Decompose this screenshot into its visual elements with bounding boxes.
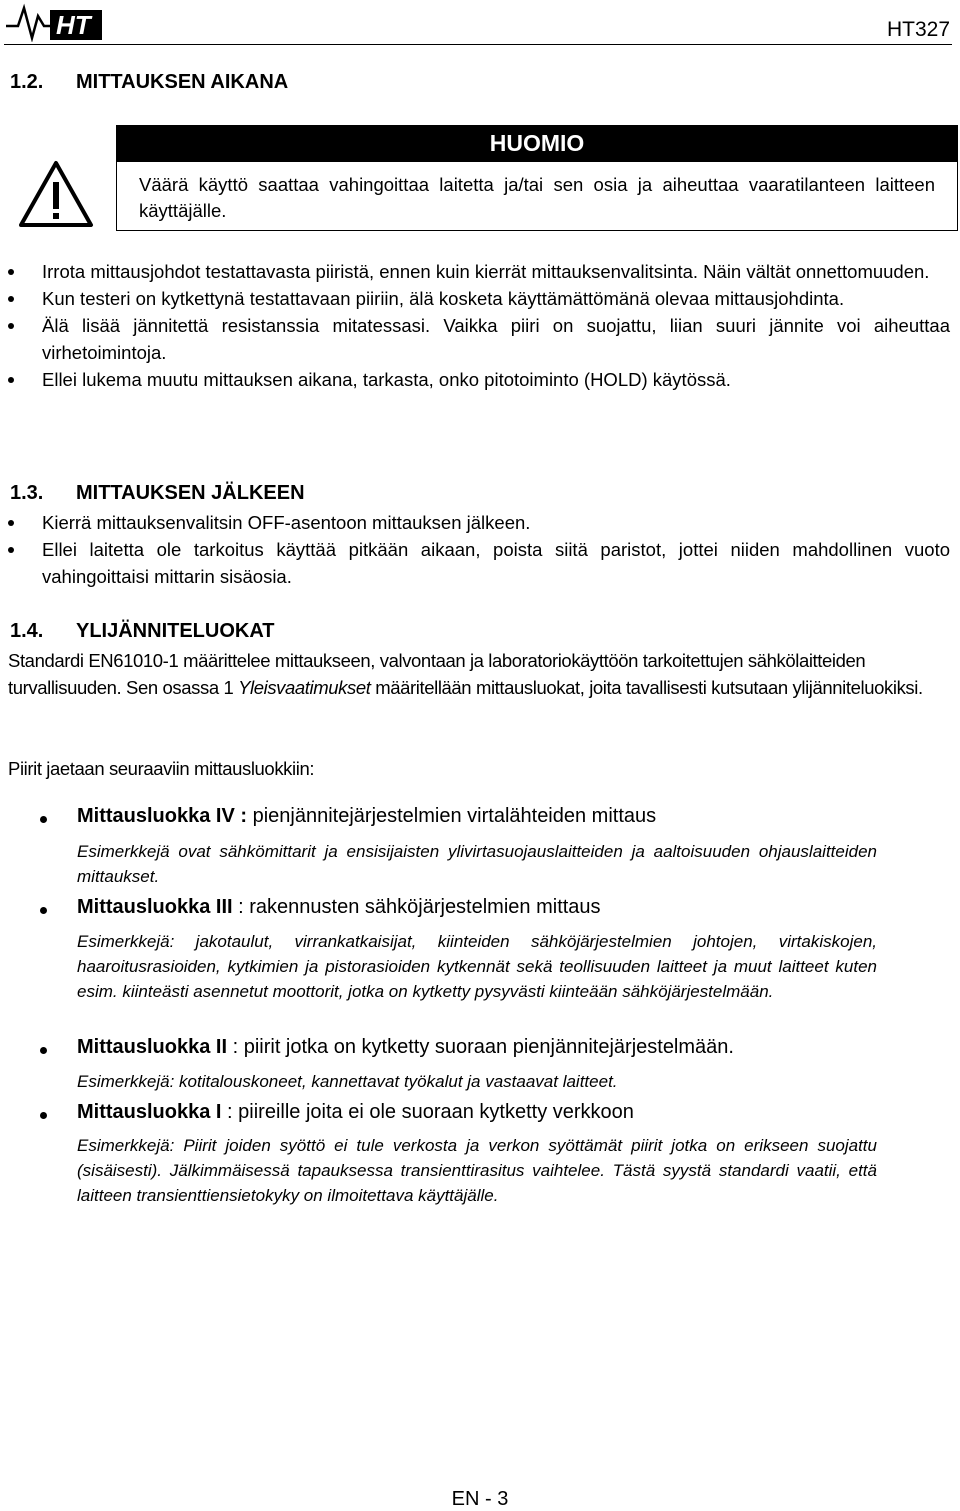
category-title: Mittausluokka IV : pienjännitejärjestelmien virtalähteiden mittaus xyxy=(77,805,657,827)
list-item: Kierrä mittauksenvalitsin OFF-asentoon mittauksen jälkeen. xyxy=(8,509,950,536)
page-number: EN - 3 xyxy=(451,1488,509,1510)
ht-logo xyxy=(4,2,104,42)
model-name: HT327 xyxy=(886,18,950,41)
bullet-icon xyxy=(8,377,14,383)
bullet-icon xyxy=(40,1112,47,1119)
category-title: Mittausluokka II : piirit jotka on kytketty suoraan pienjännitejärjestelmään. xyxy=(77,1036,734,1058)
header-divider xyxy=(4,44,952,45)
category-title: Mittausluokka I : piireille joita ei ole suoraan kytketty verkkoon xyxy=(77,1101,634,1123)
section-number: 1.4. xyxy=(10,620,44,642)
section-title: YLIJÄNNITELUOKAT xyxy=(76,620,275,642)
warning-triangle-icon xyxy=(18,160,94,228)
section-title: MITTAUKSEN JÄLKEEN xyxy=(76,482,305,504)
section-1-2-heading xyxy=(10,71,288,94)
list-item: Irrota mittausjohdot testattavasta piiristä, ennen kuin kierrät mittauksenvalitsinta. Näin vältät onnettomuuden. xyxy=(8,258,950,285)
notice-text: Väärä käyttö saattaa vahingoittaa laitetta ja/tai sen osia ja aiheuttaa vaaratilanteen laitteen käyttäjälle. xyxy=(139,174,935,221)
category-example: Esimerkkejä ovat sähkömittarit ja ensisijaisten ylivirtasuojauslaitteiden ja aaltoisuuden ohjauslaitteiden mittaukset. xyxy=(77,842,877,886)
category-example: Esimerkkejä: jakotaulut, virrankatkaisijat, kiinteiden sähköjärjestelmien johtojen, virtakiskojen, haaroitusrasioiden, kytkimien ja pistorasioiden kytkennät sekä teollisuuden laitteet ja muut laitteet kuten esim. kiinteästi asennetut moottorit, jotka on kytketty pysyvästi kiinteään sähköjärjestelmään. xyxy=(77,932,877,1001)
category-example: Esimerkkejä: kotitalouskoneet, kannettavat työkalut ja vastaavat laitteet. xyxy=(77,1072,618,1091)
list-item: Ellei laitetta ole tarkoitus käyttää pitkään aikaan, poista siitä paristot, jottei niiden mahdollinen vuoto vahingoittaisi mittarin sisäosia. xyxy=(8,536,950,590)
categories-intro: Piirit jaetaan seuraaviin mittausluokkiin: xyxy=(8,758,315,779)
section-number: 1.3. xyxy=(10,482,44,504)
bullet-icon xyxy=(40,1047,47,1054)
bullet-icon xyxy=(8,520,14,526)
section-number: 1.2. xyxy=(10,71,44,93)
emphasis-text: Yleisvaatimukset xyxy=(238,677,371,698)
category-title: Mittausluokka III : rakennusten sähköjärjestelmien mittaus xyxy=(77,896,601,918)
section-1-4-heading xyxy=(10,620,275,643)
list-item: Ellei lukema muutu mittauksen aikana, tarkasta, onko pitotoiminto (HOLD) käytössä. xyxy=(8,366,950,393)
category-example: Esimerkkejä: Piirit joiden syöttö ei tule verkosta ja verkon syöttämät piirit jotka on erikseen suojattu (sisäisesti). Jälkimmäisessä tapauksessa transienttirasitus vaihtelee. Tästä syystä standardi vaatii, että laitteen transienttiensietokyky on ilmoitettava käyttäjälle. xyxy=(77,1136,877,1205)
bullet-icon xyxy=(8,547,14,553)
list-item: Kun testeri on kytkettynä testattavaan piiriin, älä kosketa käyttämättömänä olevaa mittausjohdinta. xyxy=(8,285,950,312)
bullet-icon xyxy=(40,816,47,823)
bullet-icon xyxy=(8,323,14,329)
list-item: Älä lisää jännitettä resistanssia mitatessasi. Vaikka piiri on suojattu, liian suuri jännite voi aiheuttaa virhetoimintoja. xyxy=(8,312,950,366)
bullet-icon xyxy=(40,907,47,914)
section-title: MITTAUKSEN AIKANA xyxy=(76,71,289,93)
section-1-3-heading xyxy=(10,482,305,505)
bullet-icon xyxy=(8,296,14,302)
notice-heading: HUOMIO xyxy=(116,125,958,162)
bullet-icon xyxy=(8,269,14,275)
intro-paragraph: Standardi EN61010-1 määrittelee mittaukseen, valvontaan ja laboratoriokäyttöön tarkoitettujen sähkölaitteiden turvallisuuden. Sen osassa 1 Yleisvaatimukset määritellään mittausluokat, joita tavallisesti kutsutaan ylijänniteluokiksi. xyxy=(8,650,923,698)
logo-text: HT xyxy=(56,10,91,40)
section-1-2-bullets xyxy=(8,258,950,393)
section-1-3-bullets xyxy=(8,509,950,590)
